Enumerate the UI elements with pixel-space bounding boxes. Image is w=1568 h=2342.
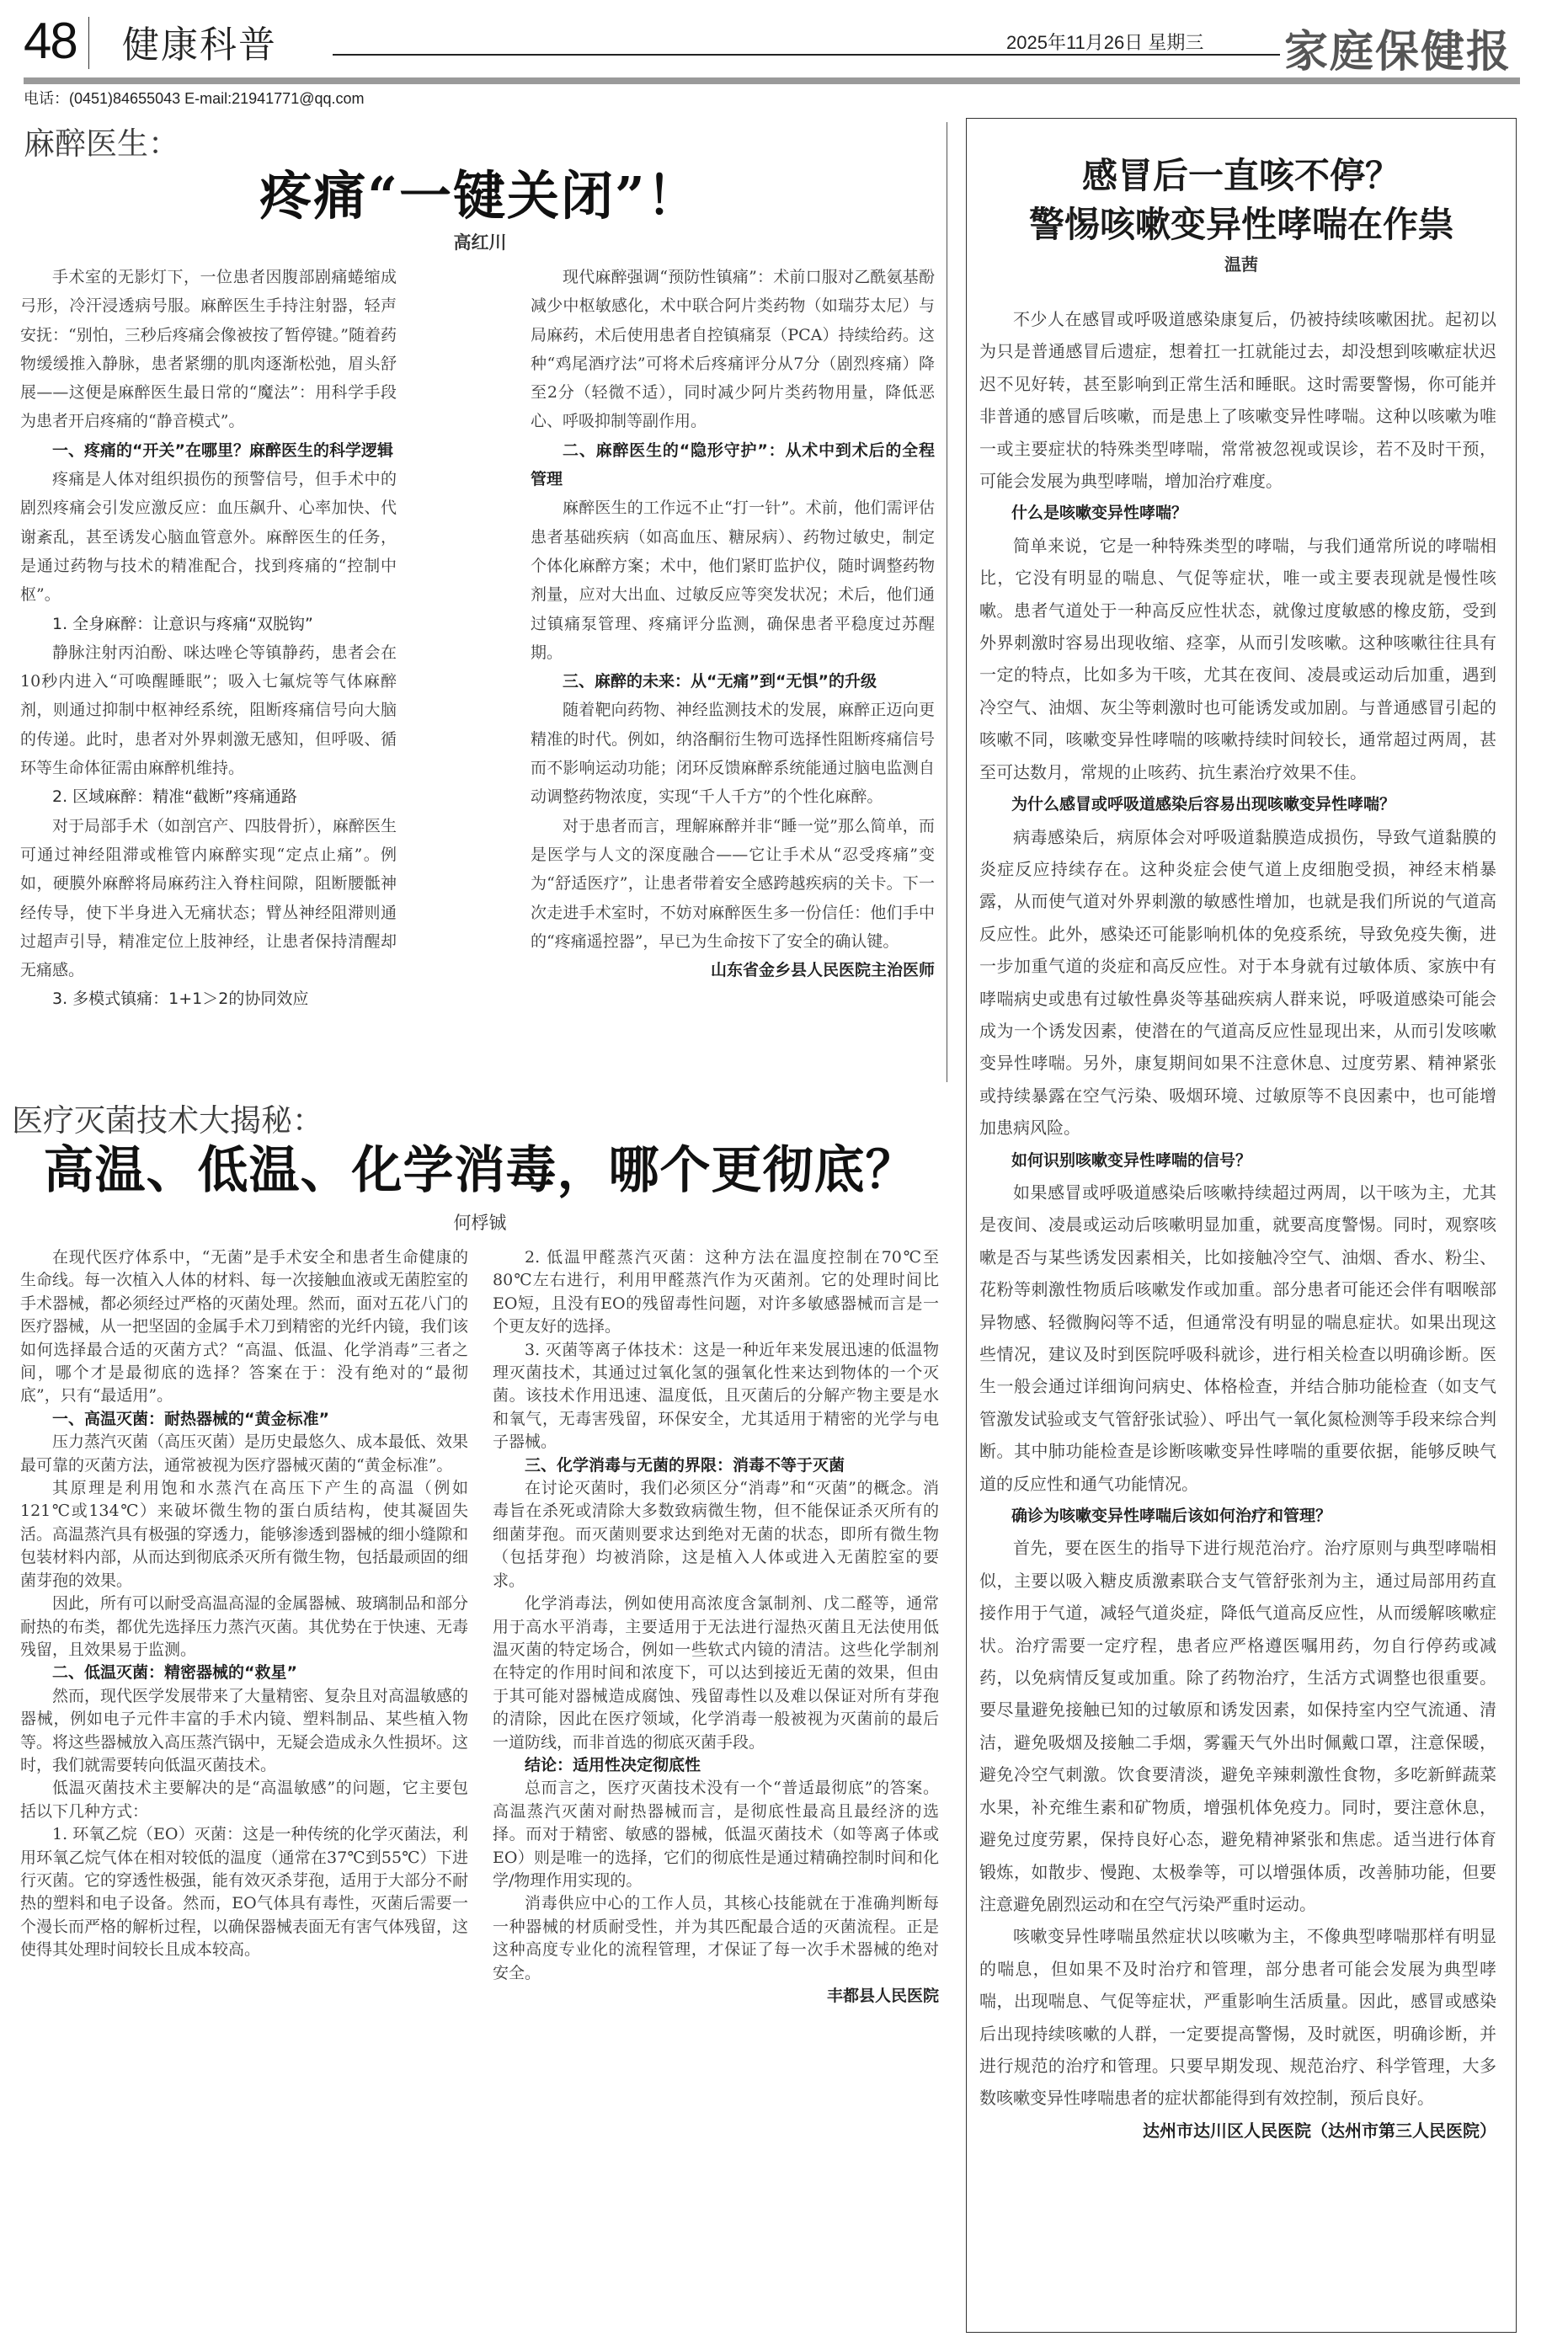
paragraph: 3. 灭菌等离子体技术：这是一种近年来发展迅速的低温物理灭菌技术，其通过过氧化氢的强氧化性来达到物体的一个灭菌。该技术作用迅速、温度低，且灭菌后的分解产物主要是水和氧气，无毒害残留，环保安全，尤其适用于精密的光学与电子器械。 [493, 1340, 939, 1452]
article3-body [979, 303, 1496, 2147]
section-heading: 确诊为咳嗽变异性哮喘后该如何治疗和管理？ [1011, 1507, 1332, 1526]
paragraph: 首先，要在医生的指导下进行规范治疗。治疗原则与典型哮喘相似，主要以吸入糖皮质激素联合支气管舒张剂为主，通过局部用药直接作用于气道，减轻气道炎症，降低气道高反应性，从而缓解咳嗽症状。治疗需要一定疗程，患者应严格遵医嘱用药，勿自行停药或减药，以免病情反复或加重。除了药物治疗，生活方式调整也很重要。要尽量避免接触已知的过敏原和诱发因素，如保持室内空气流通、清洁，避免吸烟及接触二手烟，雾霾天气外出时佩戴口罩，注意保暖，避免冷空气刺激。饮食要清淡，避免辛辣刺激性食物，多吃新鲜蔬菜水果，补充维生素和矿物质，增强机体免疫力。同时，要注意休息，避免过度劳累，保持良好心态，避免精神紧张和焦虑。适当进行体育锻炼，如散步、慢跑、太极拳等，可以增强体质，改善肺功能，但要注意避免剧烈运动和在空气污染严重时运动。 [979, 1538, 1496, 1914]
paragraph: 在讨论灭菌时，我们必须区分“消毒”和“灭菌”的概念。消毒旨在杀死或清除大多数致病微生物，但不能保证杀灭所有的细菌芽孢。而灭菌则要求达到绝对无菌的状态，即所有微生物（包括芽孢）均被消除，这是植入人体或进入无菌腔室的要求。 [493, 1479, 939, 1590]
page-number: 48 [24, 13, 77, 69]
paragraph: 麻醉医生的工作远不止“打一针”。术前，他们需评估患者基础疾病（如高血压、糖尿病）、药物过敏史，制定个体化麻醉方案；术中，他们紧盯监护仪，随时调整药物剂量，应对大出血、过敏反应等突发状况；术后，他们通过镇痛泵管理、疼痛评分监测，确保患者平稳度过苏醒期。 [531, 499, 935, 662]
paragraph: 现代麻醉强调“预防性镇痛”：术前口服对乙酰氨基酚减少中枢敏感化，术中联合阿片类药物（如瑞芬太尼）与局麻药，术后使用患者自控镇痛泵（PCA）持续给药。这种“鸡尾酒疗法”可将术后疼痛评分从7分（剧烈疼痛）降至2分（轻微不适），同时减少阿片类药物用量，降低恶心、呼吸抑制等副作用。 [531, 268, 935, 431]
paragraph: 简单来说，它是一种特殊类型的哮喘，与我们通常所说的哮喘相比，它没有明显的喘息、气促等症状，唯一或主要表现就是慢性咳嗽。患者气道处于一种高反应性状态，就像过度敏感的橡皮筋，受到外界刺激时容易出现收缩、痉挛，从而引发咳嗽。这种咳嗽往往具有一定的特点，比如多为干咳，尤其在夜间、凌晨或运动后加重，遇到冷空气、油烟、灰尘等刺激时也可能诱发或加剧。与普通感冒引起的咳嗽不同，咳嗽变异性哮喘的咳嗽持续时间较长，通常超过两周，甚至可达数月，常规的止咳药、抗生素治疗效果不佳。 [979, 535, 1496, 782]
paragraph: 压力蒸汽灭菌（高压灭菌）是历史最悠久、成本最低、效果最可靠的灭菌方法，通常被视为医疗器械灭菌的“黄金标准”。 [20, 1432, 469, 1475]
paragraph: 总而言之，医疗灭菌技术没有一个“普适最彻底”的答案。高温蒸汽灭菌对耐热器械而言，是彻底性最高且最经济的选择。而对于精密、敏感的器械，低温灭菌技术（如等离子体或EO）则是唯一的选择，它们的彻底性是通过精确控制时间和化学/物理作用实现的。 [493, 1779, 939, 1890]
subheading: 2. 区域麻醉：精准“截断”疼痛通路 [52, 787, 297, 807]
paragraph: 消毒供应中心的工作人员，其核心技能就在于准确判断每一种器械的材质耐受性，并为其匹配最合适的灭菌流程。正是这种高度专业化的流程管理，才保证了每一次手术器械的绝对安全。 [493, 1894, 939, 1982]
paragraph: 如果感冒或呼吸道感染后咳嗽持续超过两周，以干咳为主，尤其是夜间、凌晨或运动后咳嗽明显加重，就要高度警惕。同时，观察咳嗽是否与某些诱发因素相关，比如接触冷空气、油烟、香水、粉尘、花粉等刺激性物质后咳嗽发作或加重。部分患者可能还会伴有咽喉部异物感、轻微胸闷等不适，但通常没有明显的喘息症状。如果出现这些情况，建议及时到医院呼吸科就诊，进行相关检查以明确诊断。医生一般会通过详细询问病史、体格检查，并结合肺功能检查（如支气管激发试验或支气管舒张试验）、呼出气一氧化氮检测等手段来综合判断。其中肺功能检查是诊断咳嗽变异性哮喘的重要依据，能够反映气道的反应性和通气功能情况。 [979, 1182, 1496, 1494]
author-affiliation: 达州市达川区人民医院（达州市第三人民医院） [1143, 2120, 1496, 2141]
article3-title-line1: 感冒后一直咳不停？ [1081, 155, 1400, 196]
article3-byline: 温茜 [1224, 254, 1258, 275]
subheading: 3. 多模式镇痛：1+1＞2的协同效应 [52, 990, 309, 1009]
article1-column-2 [531, 263, 935, 984]
article1-title: 疼痛“一键关闭”！ [259, 165, 701, 227]
newspaper-masthead: 家庭保健报 [1284, 26, 1512, 77]
section-heading: 什么是咳嗽变异性哮喘？ [1011, 504, 1188, 523]
paragraph: 1. 环氧乙烷（EO）灭菌：这是一种传统的化学灭菌法，利用环氧乙烷气体在相对较低的温度（通常在37℃到55℃）下进行灭菌。它的穿透性极强，能有效灭杀芽孢，适用于大部分不耐热的塑料和电子设备。然而，EO气体具有毒性，灭菌后需要一个漫长而严格的解析过程，以确保器械表面无有害气体残留，这使得其处理时间较长且成本较高。 [20, 1825, 469, 1960]
paragraph: 病毒感染后，病原体会对呼吸道黏膜造成损伤，导致气道黏膜的炎症反应持续存在。这种炎症会使气道上皮细胞受损，神经末梢暴露，从而使气道对外界刺激的敏感性增加，也就是我们所说的气道高反应性。此外，感染还可能影响机体的免疫系统，导致免疫失衡，进一步加重气道的炎症和高反应性。对于本身就有过敏体质、家族中有哮喘病史或患有过敏性鼻炎等基础疾病人群来说，呼吸道感染可能会成为一个诱发因素，使潜在的气道高反应性显现出来，从而引发咳嗽变异性哮喘。另外，康复期间如果不注意休息、过度劳累、精神紧张或持续暴露在空气污染、吸烟环境、过敏原等不良因素中，也可能增加患病风险。 [979, 826, 1496, 1139]
article1-byline: 高红川 [453, 232, 507, 253]
paragraph: 咳嗽变异性哮喘虽然症状以咳嗽为主，不像典型哮喘那样有明显的喘息，但如果不及时治疗和管理，部分患者可能会发展为典型哮喘，出现喘息、气促等症状，严重影响生活质量。因此，感冒或感染后出现持续咳嗽的人群，一定要提高警惕，及时就医，明确诊断，并进行规范的治疗和管理。只要早期发现、规范治疗、科学管理，大多数咳嗽变异性哮喘患者的症状都能得到有效控制，预后良好。 [979, 1926, 1496, 2109]
article3-title-line2: 警惕咳嗽变异性哮喘在作祟 [1028, 204, 1453, 245]
paragraph: 其原理是利用饱和水蒸汽在高压下产生的高温（例如121℃或134℃）来破坏微生物的蛋白质结构，使其凝固失活。高温蒸汽具有极强的穿透力，能够渗透到器械的细小缝隙和包装材料内部，从而达到彻底杀灭所有微生物，包括最顽固的细菌芽孢的效果。 [20, 1479, 469, 1590]
section-heading: 一、疼痛的“开关”在哪里？麻醉医生的科学逻辑 [52, 440, 393, 460]
article1-kicker: 麻醉医生： [24, 125, 179, 162]
article1-column-1 [20, 263, 397, 1014]
article3-title [966, 152, 1517, 249]
paragraph: 不少人在感冒或呼吸道感染康复后，仍被持续咳嗽困扰。起初以为只是普通感冒后遗症，想着扛一扛就能过去，却没想到咳嗽症状迟迟不见好转，甚至影响到正常生活和睡眠。这时需要警惕，你可能并非普通的感冒后咳嗽，而是患上了咳嗽变异性哮喘。这种以咳嗽为唯一或主要症状的特殊类型哮喘，常常被忽视或误诊，若不及时干预，可能会发展为典型哮喘，增加治疗难度。 [979, 309, 1496, 492]
section-heading: 为什么感冒或呼吸道感染后容易出现咳嗽变异性哮喘？ [1011, 795, 1396, 814]
section-heading: 如何识别咳嗽变异性哮喘的信号？ [1011, 1150, 1252, 1170]
author-affiliation: 丰都县人民医院 [826, 1987, 939, 2005]
paragraph: 疼痛是人体对组织损伤的预警信号，但手术中的剧烈疼痛会引发应激反应：血压飙升、心率加快、代谢紊乱，甚至诱发心脑血管意外。麻醉医生的任务，是通过药物与技术的精准配合，找到疼痛的“控制中枢”。 [20, 470, 397, 605]
section-heading: 三、化学消毒与无菌的界限：消毒不等于灭菌 [525, 1455, 845, 1475]
paragraph: 静脉注射丙泊酚、咪达唑仑等镇静药，患者会在10秒内进入“可唤醒睡眠”；吸入七氟烷等气体麻醉剂，则通过抑制中枢神经系统，阻断疼痛信号向大脑的传递。此时，患者对外界刺激无感知，但呼吸、循环等生命体征需由麻醉机维持。 [20, 643, 397, 778]
paragraph: 在现代医疗体系中，“无菌”是手术安全和患者生命健康的生命线。每一次植入人体的材料、每一次接触血液或无菌腔室的手术器械，都必须经过严格的灭菌处理。然而，面对五花八门的医疗器械，从一把坚固的金属手术刀到精密的光纤内镜，我们该如何选择最合适的灭菌方式？“高温、低温、化学消毒”三者之间，哪个才是最彻底的选择？答案在于：没有绝对的“最彻底”，只有“最适用”。 [20, 1248, 469, 1406]
paragraph: 低温灭菌技术主要解决的是“高温敏感”的问题，它主要包括以下几种方式： [20, 1779, 468, 1821]
header-divider [88, 17, 89, 69]
article2-title: 高温、低温、化学消毒，哪个更彻底？ [43, 1141, 917, 1200]
section-heading: 二、低温灭菌：精密器械的“救星” [52, 1663, 297, 1683]
section-name: 健康科普 [122, 24, 277, 67]
subheading: 1. 全身麻醉：让意识与疼痛“双脱钩” [52, 614, 313, 633]
paragraph: 2. 低温甲醛蒸汽灭菌：这种方法在温度控制在70℃至80℃左右进行，利用甲醛蒸汽作为灭菌剂。它的处理时间比EO短，且没有EO的残留毒性问题，对许多敏感器械而言是一个更友好的选择。 [493, 1248, 939, 1336]
article2-byline: 何桴铖 [453, 1213, 507, 1233]
paragraph: 因此，所有可以耐受高温高湿的金属器械、玻璃制品和部分耐热的布类，都优先选择压力蒸汽灭菌。其优势在于快速、无毒残留，且效果易于监测。 [20, 1594, 469, 1659]
paragraph: 对于局部手术（如剖宫产、四肢骨折），麻醉医生可通过神经阻滞或椎管内麻醉实现“定点止痛”。例如，硬膜外麻醉将局麻药注入脊柱间隙，阻断腰骶神经传导，使下半身进入无痛状态；臂丛神经阻滞则通过超声引导，精准定位上肢神经，让患者保持清醒却无痛感。 [20, 816, 397, 980]
paragraph: 随着靶向药物、神经监测技术的发展，麻醉正迈向更精准的时代。例如，纳洛酮衍生物可选择性阻断疼痛信号而不影响运动功能；闭环反馈麻醉系统能通过脑电监测自动调整药物浓度，实现“千人千方”的个性化麻醉。 [531, 701, 935, 807]
paragraph: 然而，现代医学发展带来了大量精密、复杂且对高温敏感的器械，例如电子元件丰富的手术内镜、塑料制品、某些植入物等。将这些器械放入高压蒸汽锅中，无疑会造成永久性损坏。这时，我们就需要转向低温灭菌技术。 [20, 1686, 469, 1774]
section-heading: 二、麻醉医生的“隐形守护”：从术中到术后的全程管理 [531, 440, 935, 489]
masthead-rule [24, 77, 1520, 84]
author-affiliation: 山东省金乡县人民医院主治医师 [710, 961, 935, 980]
issue-date: 2025年11月26日 星期三 [1006, 32, 1204, 53]
section-heading: 一、高温灭菌：耐热器械的“黄金标准” [52, 1409, 329, 1428]
section-heading: 结论：适用性决定彻底性 [525, 1755, 701, 1774]
article2-column-2 [493, 1246, 939, 2008]
article2-kicker: 医疗灭菌技术大揭秘： [12, 1102, 323, 1139]
section-heading: 三、麻醉的未来：从“无痛”到“无惧”的升级 [563, 672, 877, 691]
article2-column-1 [20, 1246, 468, 1962]
paragraph: 化学消毒法，例如使用高浓度含氯制剂、戊二醛等，通常用于高水平消毒，主要适用于无法进行湿热灭菌且无法使用低温灭菌的特定场合，例如一些软式内镜的清洁。这些化学制剂在特定的作用时间和浓度下，可以达到接近无菌的效果，但由于其可能对器械造成腐蚀、残留毒性以及难以保证对所有芽孢的清除，因此在医疗领域，化学消毒一般被视为灭菌前的最后一道防线，而非首选的彻底灭菌手段。 [493, 1594, 939, 1752]
contact-info: 电话：(0451)84655043 E-mail:21941771@qq.com [24, 90, 365, 107]
paragraph: 对于患者而言，理解麻醉并非“睡一觉”那么简单，而是医学与人文的深度融合——它让手术从“忍受疼痛”变为“舒适医疗”，让患者带着安全感跨越疾病的关卡。下一次走进手术室时，不妨对麻醉医生多一份信任：他们手中的“疼痛遥控器”，早已为生命按下了安全的确认键。 [531, 816, 935, 951]
paragraph: 手术室的无影灯下，一位患者因腹部剧痛蜷缩成弓形，冷汗浸透病号服。麻醉医生手持注射器，轻声安抚：“别怕，三秒后疼痛会像被按了暂停键。”随着药物缓缓推入静脉，患者紧绷的肌肉逐渐松弛，眉头舒展——这便是麻醉医生最日常的“魔法”：用科学手段为患者开启疼痛的“静音模式”。 [20, 268, 397, 431]
